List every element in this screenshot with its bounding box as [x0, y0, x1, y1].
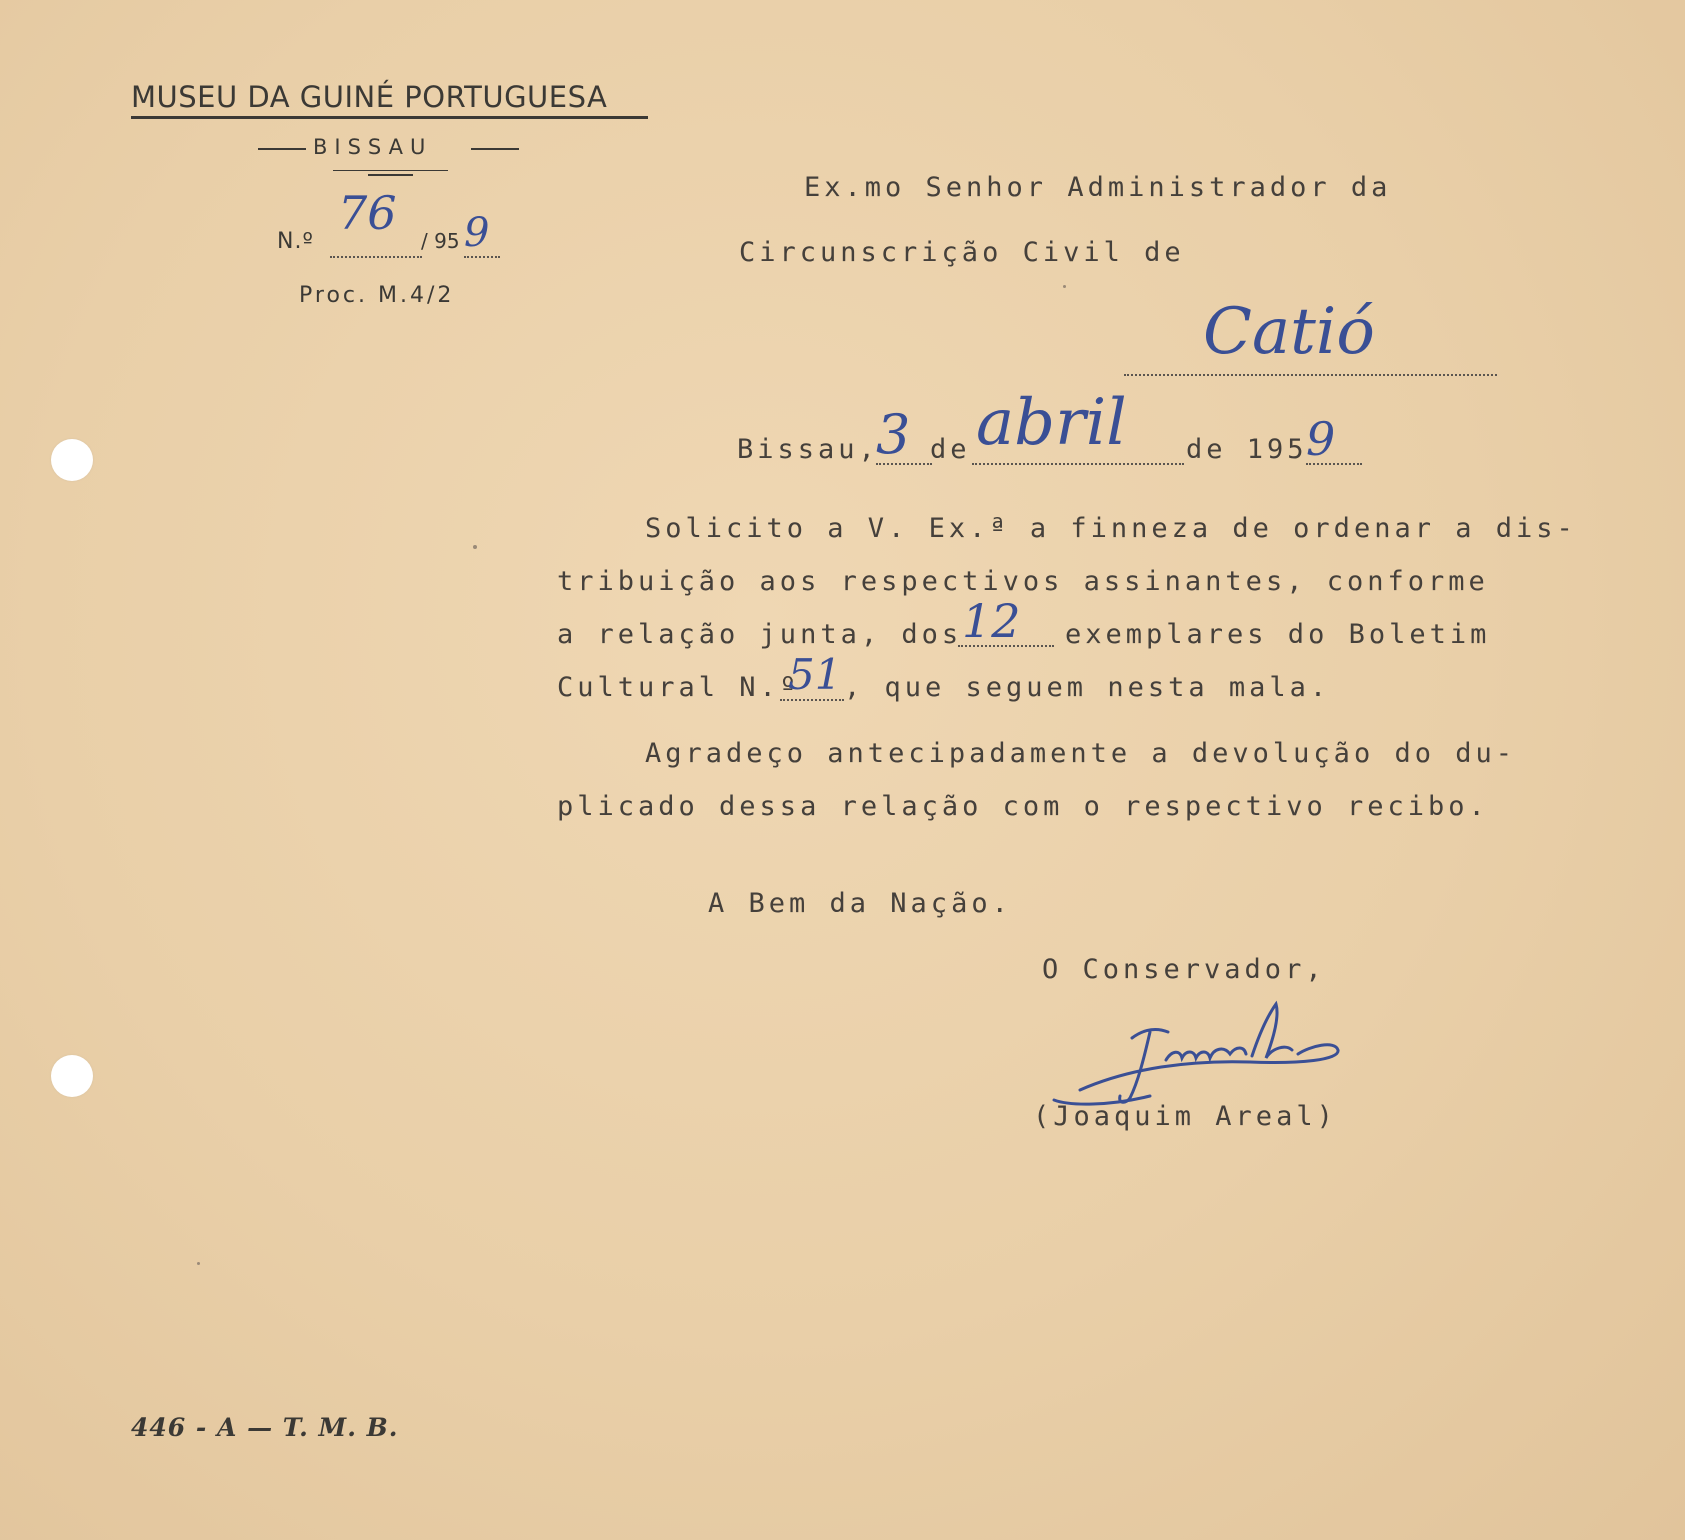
day-dotted-line — [876, 463, 932, 465]
body-paragraph-1-line-2: tribuição aos respectivos assinantes, conforme — [557, 566, 1489, 597]
issue-number-handwritten: 51 — [788, 650, 842, 699]
city-dash-left — [258, 148, 306, 150]
copies-dotted-line — [958, 645, 1054, 647]
city-underline — [333, 170, 448, 171]
date-day-handwritten: 3 — [876, 403, 911, 466]
date-year-handwritten: 9 — [1306, 412, 1336, 466]
number-dotted-line — [330, 256, 422, 258]
city-name: BISSAU — [313, 135, 433, 159]
place-dotted-line — [1124, 374, 1497, 376]
body-paragraph-1-line-3b: exemplares do Boletim — [1065, 619, 1491, 650]
body-paragraph-1-line-1: Solicito a V. Ex.ª a finneza de ordenar a dis- — [645, 513, 1577, 544]
year-dotted-line-date — [1306, 463, 1362, 465]
paper-speck — [197, 1262, 200, 1265]
year-dotted-line — [464, 256, 500, 258]
paper-speck — [1063, 285, 1066, 288]
binder-hole-top — [51, 439, 93, 481]
paper-speck — [473, 545, 477, 549]
institution-name: MUSEU DA GUINÉ PORTUGUESA — [131, 80, 608, 114]
addressee-line-2: Circunscrição Civil de — [739, 237, 1185, 268]
process-reference: Proc. M.4/2 — [299, 283, 455, 308]
city-dash-right — [471, 148, 519, 150]
year-prefix: / 95 — [421, 229, 460, 253]
body-paragraph-1-line-4a: Cultural N.º — [557, 672, 801, 703]
handwritten-signature — [1040, 998, 1360, 1118]
number-label: N.º — [277, 229, 314, 254]
addressee-line-1: Ex.mo Senhor Administrador da — [804, 172, 1392, 203]
signatory-name: (Joaquim Areal) — [1033, 1101, 1337, 1132]
date-de-1: de — [930, 434, 971, 465]
body-paragraph-1-line-4b: , que seguem nesta mala. — [844, 672, 1331, 703]
copies-handwritten: 12 — [962, 594, 1021, 648]
city-short-bar — [368, 174, 413, 176]
month-dotted-line — [972, 463, 1184, 465]
body-paragraph-2-line-1: Agradeço antecipadamente a devolução do du- — [645, 738, 1516, 769]
closing-salutation: A Bem da Nação. — [708, 888, 1012, 919]
date-de-2: de 195 — [1186, 434, 1308, 465]
date-month-handwritten: abril — [976, 386, 1127, 460]
date-prefix: Bissau, — [737, 434, 879, 465]
year-suffix-handwritten: 9 — [464, 210, 490, 256]
addressee-place-handwritten: Catió — [1203, 295, 1375, 369]
body-paragraph-2-line-2: plicado dessa relação com o respectivo recibo. — [557, 791, 1489, 822]
binder-hole-bottom — [51, 1055, 93, 1097]
letterhead-underline — [131, 116, 648, 119]
number-value-handwritten: 76 — [338, 186, 397, 240]
issue-dotted-line — [780, 699, 844, 701]
signatory-title: O Conservador, — [1042, 954, 1326, 985]
body-paragraph-1-line-3a: a relação junta, dos — [557, 619, 963, 650]
form-code: 446 - A — T. M. B. — [131, 1413, 399, 1442]
